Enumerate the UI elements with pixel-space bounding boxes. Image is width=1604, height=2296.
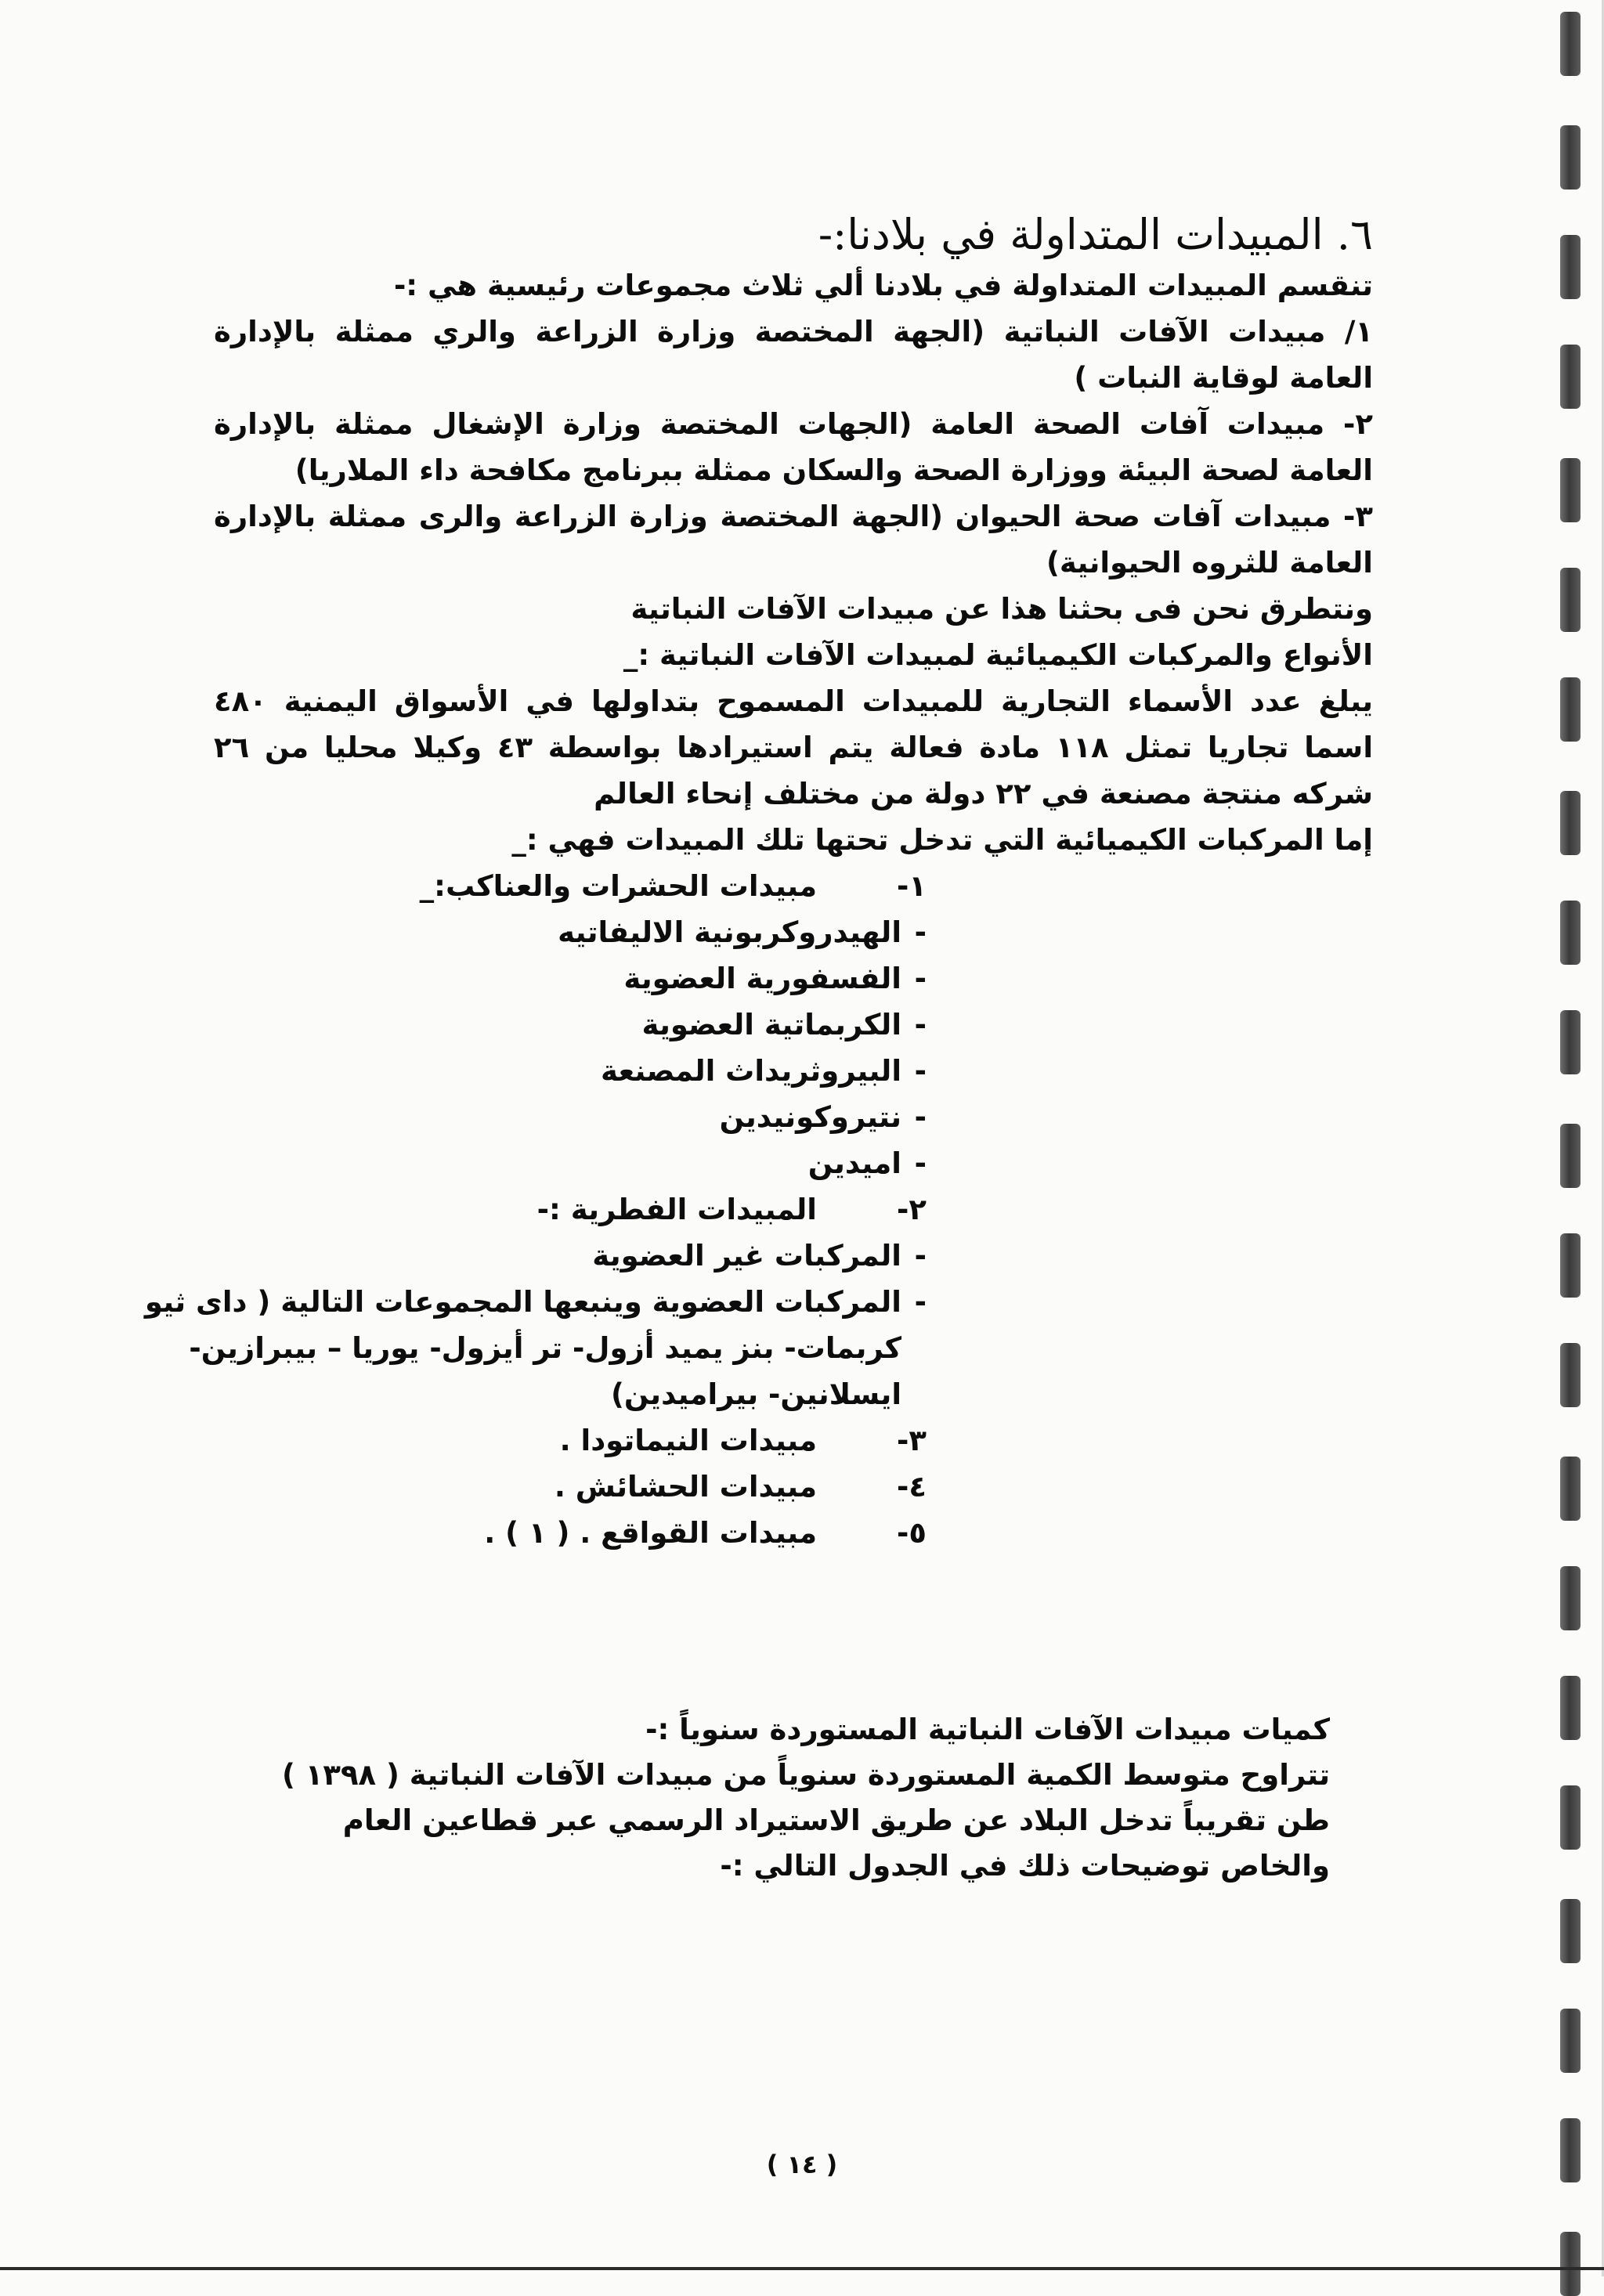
group-3: ٣- مبيدات آفات صحة الحيوان (الجهة المختصة وزارة الزراعة والرى ممثلة بالإدارة العامة للثروه الحيوانية) bbox=[214, 500, 1373, 579]
quantities-line: والخاص توضيحات ذلك في الجدول التالي :- bbox=[720, 1849, 1330, 1883]
quantities-line: تتراوح متوسط الكمية المستوردة سنوياً من مبيدات الآفات النباتية ( ١٣٩٨ ) bbox=[281, 1758, 1330, 1792]
quantities-line: طن تقريباً تدخل البلاد عن طريق الاستيراد الرسمي عبر قطاعين العام bbox=[342, 1803, 1330, 1837]
dash-marker: - bbox=[914, 962, 927, 995]
list-item-text: اميدين bbox=[807, 1146, 901, 1180]
group-2: ٢- مبيدات آفات الصحة العامة (الجهات المختصة وزارة الإشغال ممثلة بالإدارة العامة لصحة البيئة ووزارة الصحة والسكان ممثلة ببرنامج مكافحة داء الملاريا) bbox=[214, 407, 1373, 487]
list-item bbox=[214, 955, 1373, 1002]
group-1: ١/ مبيدات الآفات النباتية (الجهة المختصة وزارة الزراعة والري ممثلة بالإدارة العامة لوقاية النبات ) bbox=[214, 315, 1373, 395]
list-item bbox=[214, 1140, 1373, 1186]
bottom-edge bbox=[0, 2267, 1604, 2270]
dash-marker: - bbox=[914, 915, 927, 949]
list-item-text: الكربماتية العضوية bbox=[641, 1008, 901, 1042]
compounds-intro: إما المركبات الكيميائية التي تدخل تحتها تلك المبيدات فهي :_ bbox=[511, 823, 1373, 857]
list-item bbox=[214, 1048, 1373, 1094]
category-insecticides bbox=[214, 863, 1373, 909]
list-item bbox=[214, 909, 1373, 955]
dash-marker: - bbox=[914, 1239, 927, 1273]
list-item-text: الهيدروكربونية الاليفاتيه bbox=[558, 915, 901, 949]
main-text bbox=[144, 208, 1373, 1556]
list-item bbox=[77, 1279, 1373, 1417]
list-item-text: البيروثريداث المصنعة bbox=[601, 1054, 901, 1088]
category-fungicides bbox=[214, 1186, 1373, 1233]
category-label: المبيدات الفطرية :- bbox=[536, 1193, 817, 1226]
list-item-text: المركبات غير العضوية bbox=[592, 1239, 901, 1273]
spiral-binding bbox=[1549, 0, 1581, 2276]
list-item bbox=[214, 1002, 1373, 1048]
dash-marker: - bbox=[914, 1146, 927, 1180]
list-item bbox=[214, 1094, 1373, 1140]
category-label: مبيدات الحشائش . bbox=[554, 1470, 817, 1504]
list-item-text: نتيروكونيدين bbox=[719, 1100, 901, 1134]
category-number: ٤- bbox=[897, 1470, 927, 1504]
category-number: ٥- bbox=[897, 1516, 927, 1550]
dash-marker: - bbox=[914, 1054, 927, 1088]
stats-paragraph: يبلغ عدد الأسماء التجارية للمبيدات المسموح بتداولها في الأسواق اليمنية ٤٨٠ اسما تجاريا تمثل ١١٨ مادة فعالة يتم استيرادها بواسطة ٤٣ وكيلا محليا من ٢٦ شركه منتجة مصنعة في ٢٢ دولة من مختلف إنحاء العالم bbox=[214, 684, 1373, 810]
quantities-section bbox=[265, 1707, 1330, 1889]
category-label: مبيدات الحشرات والعناكب:_ bbox=[419, 869, 817, 903]
section-heading: ٦. المبيدات المتداولة في بلادنا:- bbox=[818, 210, 1373, 259]
category-number: ٢- bbox=[897, 1193, 927, 1226]
category-number: ١- bbox=[897, 869, 927, 903]
category-herbicides bbox=[214, 1464, 1373, 1510]
category-nematicides bbox=[214, 1417, 1373, 1464]
category-label: مبيدات النيماتودا . bbox=[559, 1424, 817, 1457]
list-item-text: المركبات العضوية وينبعها المجموعات التالية ( داى ثيو كربمات- بنز يميد أزول- تر أيزول- يوريا – بيبرازين- ايسلانين- بيراميدين) bbox=[144, 1285, 901, 1411]
quantities-heading: كميات مبيدات الآفات النباتية المستوردة سنوياً :- bbox=[645, 1713, 1330, 1746]
intro-line: تنقسم المبيدات المتداولة في بلادنا ألي ثلاث مجموعات رئيسية هي :- bbox=[393, 269, 1373, 302]
category-label: مبيدات القواقع . ( ١ ) . bbox=[484, 1516, 817, 1550]
dash-marker: - bbox=[914, 1100, 927, 1134]
dash-marker: - bbox=[914, 1008, 927, 1042]
page-number: ( ١٤ ) bbox=[766, 2150, 838, 2179]
dash-marker: - bbox=[914, 1285, 927, 1319]
category-number: ٣- bbox=[897, 1424, 927, 1457]
category-molluscicides bbox=[214, 1510, 1373, 1556]
list-item-text: الفسفورية العضوية bbox=[623, 962, 901, 995]
list-item bbox=[214, 1233, 1373, 1279]
types-heading: الأنواع والمركبات الكيميائية لمبيدات الآفات النباتية :_ bbox=[623, 638, 1373, 672]
focus-line: ونتطرق نحن فى بحثنا هذا عن مبيدات الآفات النباتية bbox=[630, 592, 1373, 626]
